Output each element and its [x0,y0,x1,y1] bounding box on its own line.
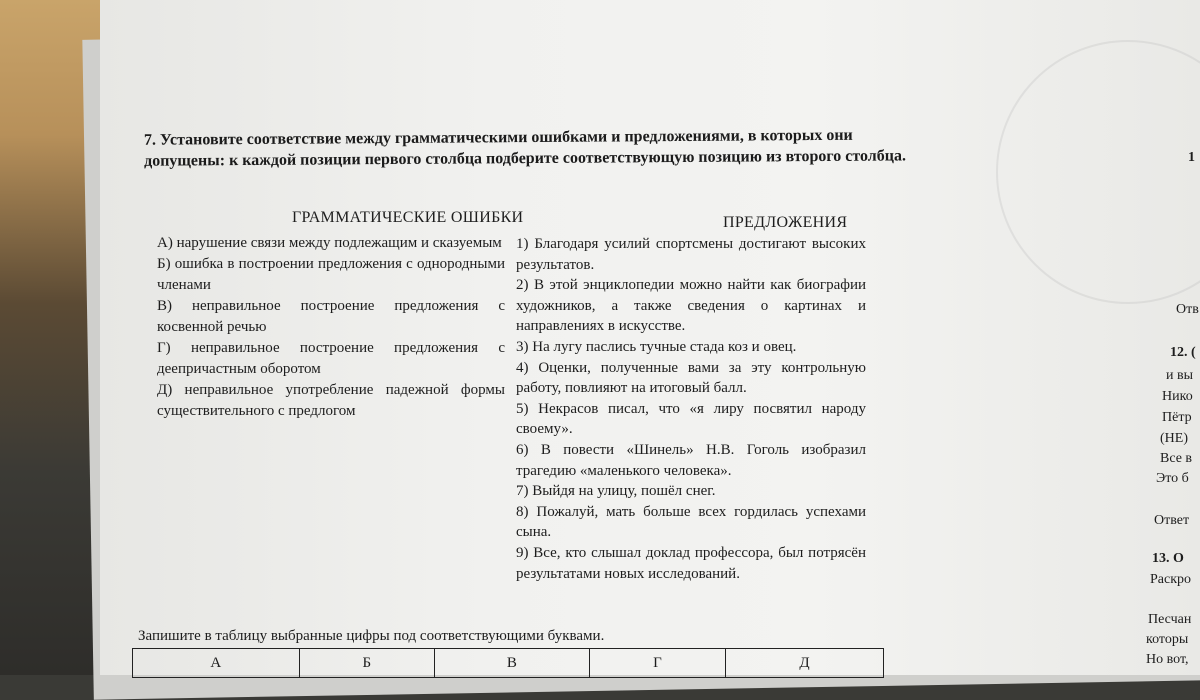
side-fragment: (НЕ) [1160,431,1188,446]
answer-header-v: В [434,649,589,678]
table-instruction: Запишите в таблицу выбранные цифры под соответствующими буквами. [138,628,605,644]
side-fragment: 12. ( [1170,345,1196,360]
side-fragment: Ответ [1154,513,1190,528]
side-fragment: Это б [1156,471,1189,486]
side-fragment: которы [1146,632,1189,647]
side-fragment: Все в [1160,451,1193,466]
sentence-item-7: 7) Выйдя на улицу, пошёл снег. [516,483,716,500]
sentence-item-8: 8) Пожалуй, мать больше всех гордилась успехами сына. [516,503,866,541]
answer-table [132,648,884,678]
side-fragment: Но вот, [1146,652,1189,667]
side-fragment: 13. О [1152,551,1184,566]
side-fragment: Песчан [1148,612,1192,627]
error-item-g: Г) неправильное построение предложения с деепричастным оборотом [157,340,505,377]
answer-header-g: Г [589,649,725,678]
error-item-b: Б) ошибка в построении предложения с однородными членами [157,256,505,293]
side-fragment: Пётр [1162,410,1192,425]
error-item-d: Д) неправильное употребление падежной формы существительного с предлогом [157,382,505,419]
side-fragment: Раскро [1150,572,1192,587]
task-instructions: 7. Установите соответствие между грамматическими ошибками и предложениями, в которых они допущены: к каждой позиции первого столбца подберите соответствующую позицию из второго столбца. [143,126,907,170]
side-fragment: Отв [1176,302,1199,317]
side-fragment: и вы [1166,368,1194,383]
answer-header-d: Д [725,649,883,678]
sentence-item-4: 4) Оценки, полученные вами за эту контрольную работу, повлияют на итоговый балл. [516,359,866,397]
left-column-title: ГРАММАТИЧЕСКИЕ ОШИБКИ [292,209,524,226]
sentence-item-1: 1) Благодаря усилий спортсмены достигают высоких результатов. [516,236,866,273]
stamp-watermark [996,40,1200,304]
sentence-item-2: 2) В этой энциклопедии можно найти как биографии художников, а также сведения о картинах и направлениях в искусстве. [516,277,866,335]
answer-header-b: Б [299,649,434,678]
errors-column [157,233,505,422]
side-fragment: 1 [1188,150,1195,165]
sentences-column [516,234,866,584]
error-item-v: В) неправильное построение предложения с косвенной речью [157,298,505,335]
sentence-item-6: 6) В повести «Шинель» Н.В. Гоголь изобразил трагедию «маленького человека». [516,441,866,479]
sentence-item-5: 5) Некрасов писал, что «я лиру посвятил народу своему». [516,400,866,438]
sentence-item-3: 3) На лугу паслись тучные стада коз и овец. [516,338,797,355]
error-item-a: А) нарушение связи между подлежащим и сказуемым [157,235,502,251]
answer-table-header-row [133,649,884,678]
side-fragment: Нико [1162,389,1193,404]
right-column-title: ПРЕДЛОЖЕНИЯ [723,214,848,231]
sentence-item-9: 9) Все, кто слышал доклад профессора, был потрясён результатами новых исследований. [516,544,866,582]
answer-header-a: А [133,649,300,678]
